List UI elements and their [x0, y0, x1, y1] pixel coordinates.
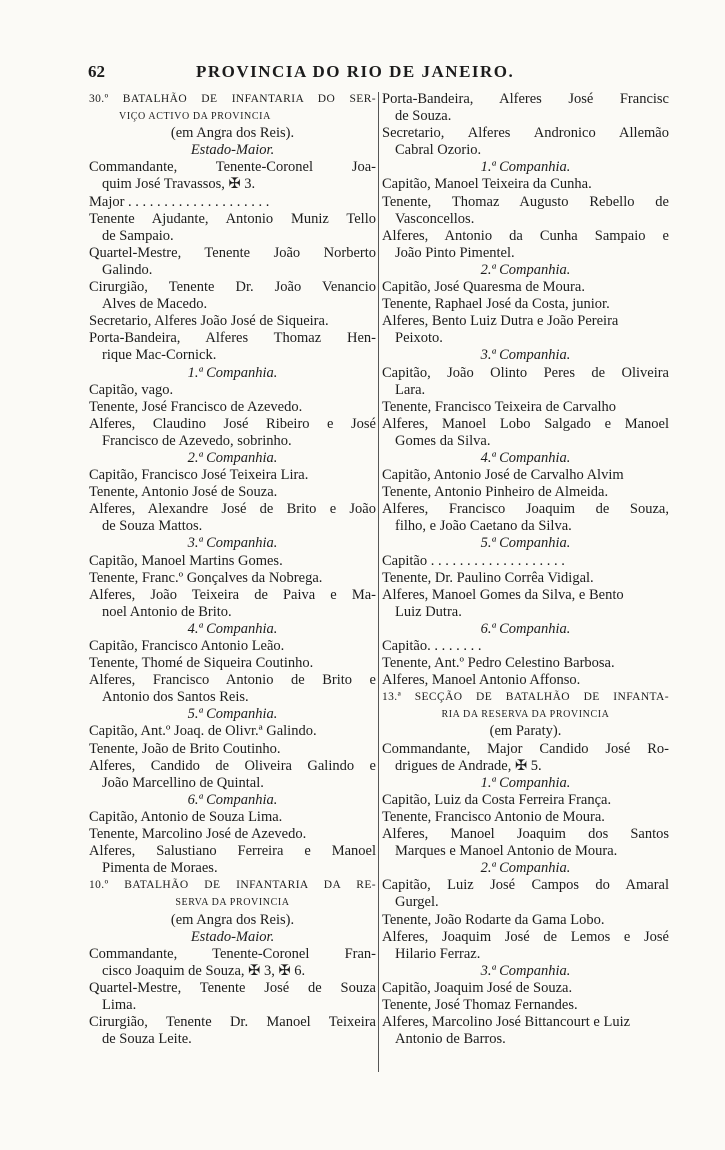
section-heading: Estado-Maior. [190, 928, 275, 945]
text-line: filho, e João Caetano da Silva. [395, 518, 572, 535]
text-line: Cabral Ozorio. [395, 142, 482, 159]
text-line: Antonio dos Santos Reis. [102, 689, 249, 706]
text-line: quim José Travassos, ✠ 3. [102, 176, 256, 193]
text-line: Alferes, Claudino José Ribeiro e José [89, 415, 376, 432]
text-line: Alferes, Candido de Oliveira Galindo e [89, 757, 376, 774]
text-line: Capitão, Joaquim José de Souza. [382, 979, 573, 996]
text-line: Tenente, João de Brito Coutinho. [89, 740, 281, 757]
text-line: Alferes, Manoel Lobo Salgado e Manoel [382, 415, 669, 432]
section-heading: 3.ª Companhia. [480, 347, 571, 364]
text-line: Alferes, Marcolino José Bittancourt e Luiz [382, 1014, 631, 1031]
section-heading: 6.ª Companhia. [480, 620, 571, 637]
text-line: Tenente, Thomaz Augusto Rebello de [382, 193, 669, 210]
text-line: Commandante, Major Candido José Ro- [382, 740, 669, 757]
text-line: Alferes, Antonio da Cunha Sampaio e [382, 227, 669, 244]
text-line: Gurgel. [395, 894, 439, 911]
text-line: Alferes, Salustiano Ferreira e Manoel [89, 843, 376, 860]
text-line: Tenente, Francisco Antonio de Moura. [382, 808, 605, 825]
left-column [89, 91, 376, 1048]
battalion-subheading: VIÇO ACTIVO DA PROVINCIA [119, 111, 271, 123]
battalion-subheading: SERVA DA PROVINCIA [175, 897, 290, 909]
text-line: Capitão, vago. [89, 381, 174, 398]
text-line: Quartel-Mestre, Tenente João Norberto [89, 244, 376, 261]
text-line: Vasconcellos. [395, 210, 475, 227]
text-line: Cirurgião, Tenente Dr. João Venancio [89, 279, 376, 296]
text-line: Capitão, Luiz José Campos do Amaral [382, 877, 669, 894]
section-heading: 1.ª Companhia. [187, 364, 278, 381]
text-line: Alferes, Manoel Antonio Affonso. [382, 672, 581, 689]
text-line: Peixoto. [395, 330, 443, 347]
text-line: de Souza Mattos. [102, 518, 203, 535]
text-line: Hilario Ferraz. [395, 945, 481, 962]
section-heading: 6.ª Companhia. [187, 791, 278, 808]
text-line: rique Mac-Cornick. [102, 347, 217, 364]
section-heading: 4.ª Companhia. [480, 449, 571, 466]
text-line: Capitão, Antonio José de Carvalho Alvim [382, 467, 624, 484]
text-line: Tenente, Antonio Pinheiro de Almeida. [382, 484, 609, 501]
text-line: Tenente, José Francisco de Azevedo. [89, 398, 303, 415]
text-line: Capitão, João Olinto Peres de Oliveira [382, 364, 669, 381]
text-line: Major . . . . . . . . . . . . . . . . . . . . [89, 193, 270, 210]
text-line: Alferes, Francisco Joaquim de Souza, [382, 501, 669, 518]
text-line: Capitão, José Quaresma de Moura. [382, 279, 585, 296]
text-line: Tenente, Antonio José de Souza. [89, 484, 278, 501]
text-line: Francisco de Azevedo, sobrinho. [102, 432, 292, 449]
text-line: Galindo. [102, 261, 153, 278]
text-line: Alferes, Francisco Antonio de Brito e [89, 672, 376, 689]
page-header [88, 60, 668, 86]
text-line: de Souza. [395, 108, 452, 125]
column-divider [378, 92, 379, 1072]
battalion-heading: 30.º BATALHÃO DE INFANTARIA DO SER- [89, 93, 376, 105]
section-heading: 4.ª Companhia. [187, 620, 278, 637]
battalion-heading: 13.ª SECÇÃO DE BATALHÃO DE INFANTA- [382, 691, 669, 704]
text-line: Capitão . . . . . . . . . . . . . . . . . . . [382, 552, 565, 569]
text-line: Alferes, Alexandre José de Brito e João [89, 501, 376, 518]
text-line: Capitão, Antonio de Souza Lima. [89, 808, 283, 825]
text-line: Lara. [395, 381, 426, 398]
text-line: Tenente, Thomé de Siqueira Coutinho. [89, 655, 314, 672]
text-line: Capitão, Manoel Teixeira da Cunha. [382, 176, 592, 193]
text-line: Tenente, Marcolino José de Azevedo. [89, 826, 307, 843]
text-line: Tenente, João Rodarte da Gama Lobo. [382, 911, 605, 928]
section-heading: 5.ª Companhia. [187, 706, 278, 723]
section-heading: 2.ª Companhia. [480, 261, 571, 278]
battalion-heading: 10.º BATALHÃO DE INFANTARIA DA RE- [89, 879, 376, 892]
right-column [382, 91, 669, 1048]
text-line: Alves de Macedo. [102, 296, 208, 313]
text-line: de Souza Leite. [102, 1031, 192, 1048]
text-line: João Marcellino de Quintal. [102, 774, 264, 791]
text-line: noel Antonio de Brito. [102, 603, 232, 620]
location-line: (em Paraty). [489, 723, 562, 740]
text-line: Capitão, Francisco Antonio Leão. [89, 638, 285, 654]
text-line: Pimenta de Moraes. [102, 860, 218, 877]
text-line: Commandante, Tenente-Coronel Joa- [89, 159, 376, 176]
text-line: Alferes, Bento Luiz Dutra e João Pereira [382, 313, 619, 330]
section-heading: Estado-Maior. [190, 142, 275, 159]
section-heading: 3.ª Companhia. [187, 535, 278, 552]
text-line: Tenente, Ant.º Pedro Celestino Barbosa. [382, 655, 615, 672]
text-line: Gomes da Silva. [395, 432, 491, 449]
section-heading: 2.ª Companhia. [480, 860, 571, 877]
text-line: Tenente, Francisco Teixeira de Carvalho [382, 398, 617, 415]
text-line: Tenente, Dr. Paulino Corrêa Vidigal. [382, 569, 594, 586]
text-line: Porta-Bandeira, Alferes Thomaz Hen- [89, 330, 376, 347]
text-line: drigues de Andrade, ✠ 5. [395, 757, 542, 774]
text-line: Lima. [102, 996, 137, 1013]
text-line: Alferes, Joaquim José de Lemos e José [382, 928, 669, 945]
text-line: Capitão, Manoel Martins Gomes. [89, 552, 283, 569]
page-number: 62 [88, 62, 105, 81]
text-line: Antonio de Barros. [395, 1031, 506, 1048]
text-line: Alferes, Manoel Gomes da Silva, e Bento [382, 586, 624, 603]
text-line: Secretario, Alferes Andronico Allemão [382, 125, 669, 142]
text-line: João Pinto Pimentel. [395, 244, 515, 261]
battalion-subheading: RIA DA RESERVA DA PROVINCIA [441, 709, 610, 721]
text-line: Tenente Ajudante, Antonio Muniz Tello [89, 210, 376, 227]
text-line: Tenente, Raphael José da Costa, junior. [382, 296, 610, 313]
section-heading: 5.ª Companhia. [480, 535, 571, 552]
text-line: Capitão. . . . . . . . [382, 638, 482, 654]
running-title: PROVINCIA DO RIO DE JANEIRO. [196, 62, 515, 81]
text-line: Marques e Manoel Antonio de Moura. [395, 843, 618, 860]
text-line: Capitão, Luiz da Costa Ferreira França. [382, 791, 612, 808]
text-line: Capitão, Francisco José Teixeira Lira. [89, 467, 309, 484]
location-line: (em Angra dos Reis). [170, 911, 295, 928]
section-heading: 3.ª Companhia. [480, 962, 571, 979]
section-heading: 1.ª Companhia. [480, 159, 571, 176]
text-line: Porta-Bandeira, Alferes José Francisc [382, 91, 669, 107]
text-line: de Sampaio. [102, 227, 174, 244]
text-line: Tenente, Franc.º Gonçalves da Nobrega. [89, 569, 323, 586]
section-heading: 2.ª Companhia. [187, 449, 278, 466]
text-line: Capitão, Ant.º Joaq. de Olivr.ª Galindo. [89, 723, 317, 740]
text-line: Alferes, João Teixeira de Paiva e Ma- [89, 586, 376, 603]
text-line: Secretario, Alferes João José de Siqueira. [89, 313, 329, 330]
text-line: Quartel-Mestre, Tenente José de Souza [89, 979, 376, 996]
text-line: Luiz Dutra. [395, 603, 462, 620]
text-line: cisco Joaquim de Souza, ✠ 3, ✠ 6. [102, 962, 306, 979]
text-line: Cirurgião, Tenente Dr. Manoel Teixeira [89, 1014, 376, 1031]
text-line: Alferes, Manoel Joaquim dos Santos [382, 826, 669, 843]
location-line: (em Angra dos Reis). [170, 125, 295, 142]
text-line: Tenente, José Thomaz Fernandes. [382, 996, 578, 1013]
section-heading: 1.ª Companhia. [480, 774, 571, 791]
text-line: Commandante, Tenente-Coronel Fran- [89, 945, 376, 962]
